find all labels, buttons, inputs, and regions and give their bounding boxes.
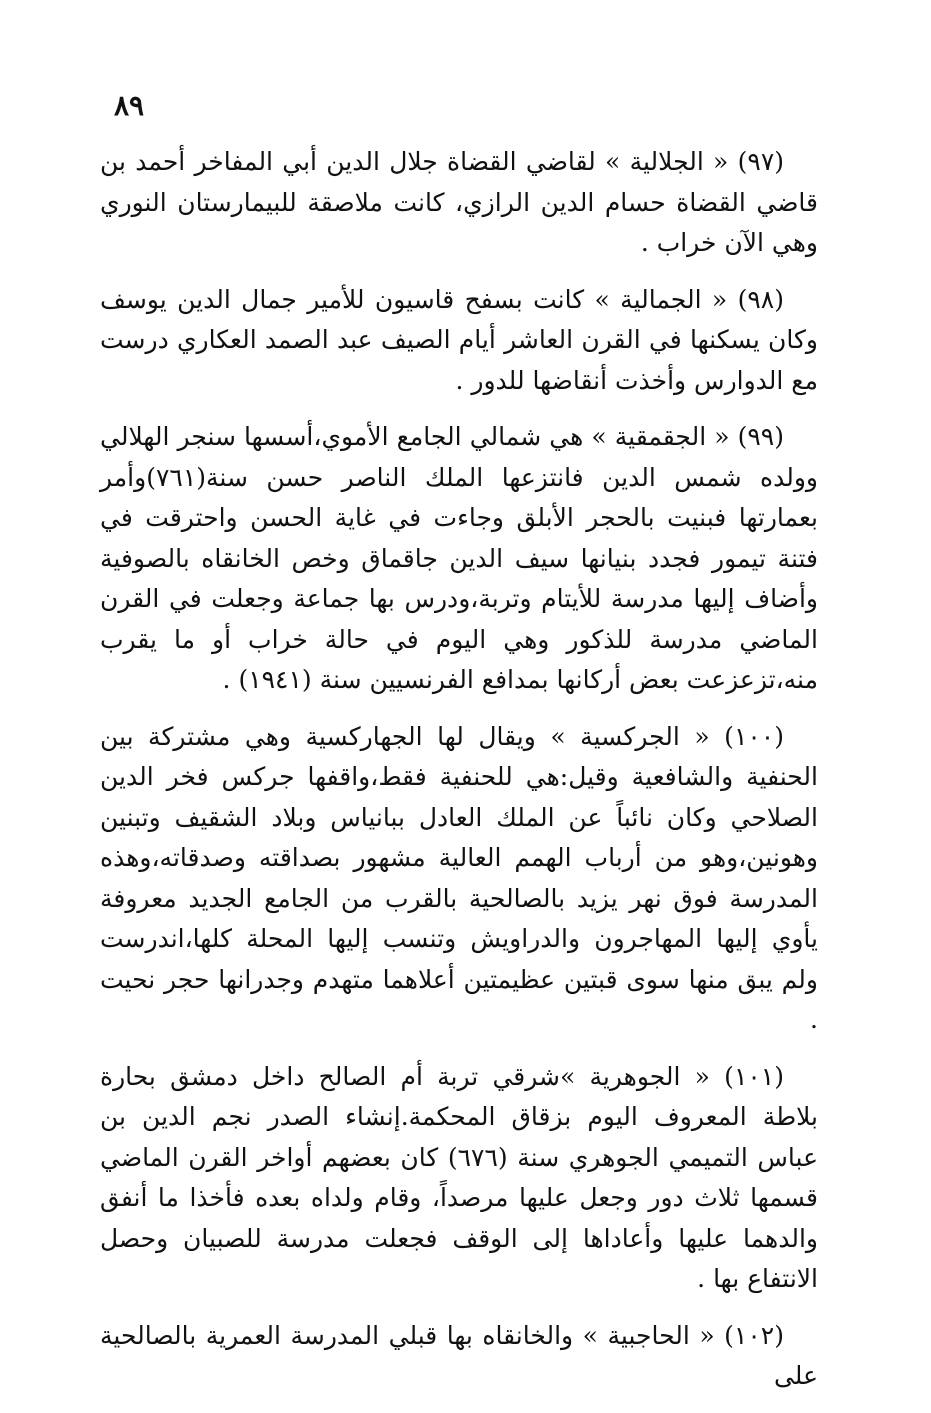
entry-102	[100, 1316, 818, 1397]
entry-97	[100, 142, 818, 264]
entry-text: « الجقمقية » هي شمالي الجامع الأموي،أسسها سنجر الهلالي وولده شمس الدين فانتزعها الملك الناصر حسن سنة(٧٦١)وأمر بعمارتها فبنيت بالحجر الأبلق وجاءت في غاية الحسن واحترقت في فتنة تيمور فجدد بنيانها سيف الدين جاقماق وخص الخانقاه بالصوفية وأضاف إليها مدرسة للأيتام وتربة،ودرس بها جماعة وجعلت في القرن الماضي مدرسة للذكور وهي اليوم في حالة خراب أو ما يقرب منه،تزعزعت بعض أركانها بمدافع الفرنسيين سنة (١٩٤١) .	[100, 422, 818, 694]
entry-number: (١٠٠)	[724, 721, 784, 751]
entry-100	[100, 717, 818, 1041]
entry-text: « الجوهرية »شرقي تربة أم الصالح داخل دمشق بحارة بلاطة المعروف اليوم بزقاق المحكمة.إنشاء الصدر نجم الدين بن عباس التميمي الجوهري سنة (٦٧٦) كان بعضهم أواخر القرن الماضي قسمها ثلاث دور وجعل عليها مرصداً، وقام ولداه بعده فأخذا ما أنفق والدهما عليها وأعاداها إلى الوقف فجعلت مدرسة للصبيان وحصل الانتفاع بها .	[100, 1061, 819, 1293]
entry-number: (١٠٢)	[724, 1320, 784, 1350]
entry-text: « الحاجبية » والخانقاه بها قبلي المدرسة العمرية بالصالحية على	[100, 1320, 818, 1390]
entry-99	[100, 417, 818, 701]
entry-number: (٩٩)	[737, 422, 784, 451]
entry-101	[100, 1057, 818, 1300]
page-number: ٨٩	[114, 89, 145, 122]
entry-number: (١٠١)	[724, 1061, 784, 1091]
entry-text: « الجمالية » كانت بسفح قاسيون للأمير جمال الدين يوسف وكان يسكنها في القرن العاشر أيام الصيف عبد الصمد العكاري درست مع الدوارس وأخذت أنقاضها للدور .	[100, 284, 818, 395]
entry-number: (٩٨)	[737, 284, 784, 314]
entry-text: « الجركسية » ويقال لها الجهاركسية وهي مشتركة بين الحنفية والشافعية وقيل:هي للحنفية فقط،واقفها جركس فخر الدين الصلاحي وكان نائباً عن الملك العادل ببانياس وبلاد الشقيف وتبنين وهونين،وهو من أرباب الهمم العالية مشهور بصداقته وصدقاته،وهذه المدرسة فوق نهر يزيد بالصالحية بالقرب من الجامع الجديد معروفة يأوي إليها المهاجرون والدراويش وتنسب إليها المحلة كلها،اندرست ولم يبق منها سوى قبتين عظيمتين أعلاهما متهدم وجدرانها حجر نحيت .	[100, 721, 818, 1034]
entry-text: « الجلالية » لقاضي القضاة جلال الدين أبي المفاخر أحمد بن قاضي القضاة حسام الدين الرازي، كانت ملاصقة للبيمارستان النوري وهي الآن خراب .	[100, 147, 818, 257]
page-body	[100, 142, 818, 1413]
entry-98	[100, 280, 818, 402]
entry-number: (٩٧)	[737, 147, 785, 176]
